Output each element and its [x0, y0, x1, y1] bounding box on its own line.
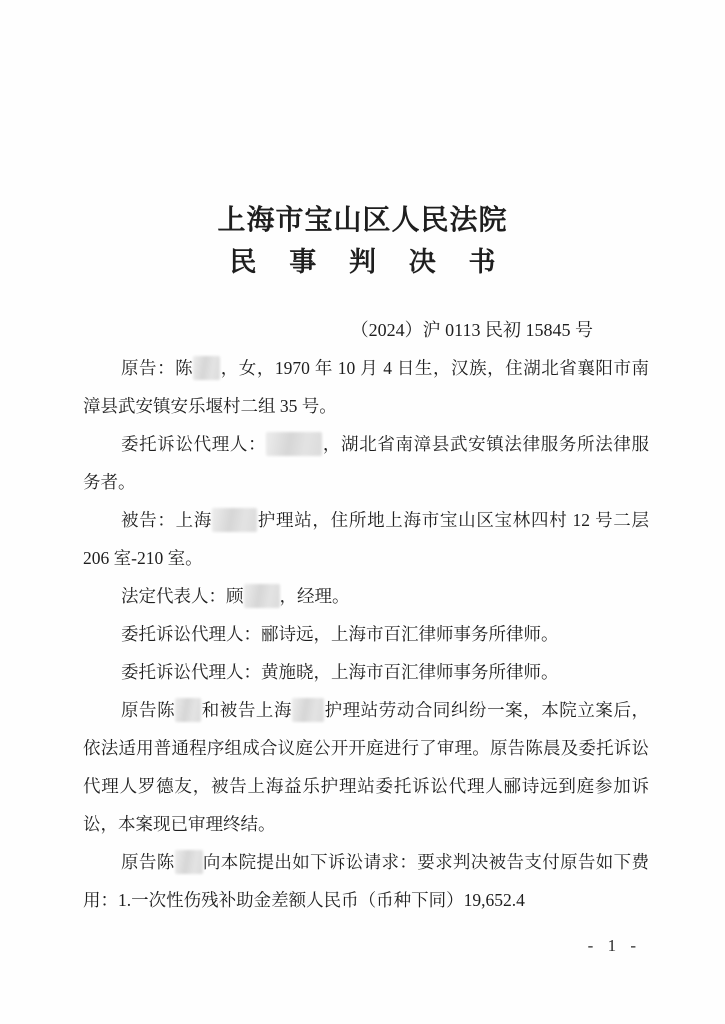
document-type-title: 民 事 判 决 书	[229, 247, 509, 277]
paragraph	[83, 349, 649, 425]
paragraph	[83, 843, 649, 919]
paragraph	[83, 425, 649, 501]
text-run: 和被告上海	[201, 700, 293, 720]
redaction-box	[193, 356, 220, 380]
redaction-box	[175, 698, 201, 722]
text-run: 被告：上海	[121, 510, 213, 530]
text-run: 法定代表人：顾	[121, 586, 244, 606]
court-name-title: 上海市宝山区人民法院	[217, 205, 508, 236]
redaction-box	[292, 698, 324, 722]
paragraph	[83, 577, 649, 615]
text-run: 原告陈	[121, 852, 175, 872]
redaction-box	[244, 584, 280, 608]
text-run: 原告：陈	[121, 358, 194, 378]
text-run: 委托诉讼代理人：郦诗远，上海市百汇律师事务所律师。	[121, 624, 559, 644]
text-run: 原告陈	[121, 700, 176, 720]
text-run: ，经理。	[279, 586, 350, 606]
paragraph	[83, 501, 649, 577]
text-run: 向本院提出如下诉讼请求：要求判决被告支付原告如下费用：1.一次性伤残补助金差额人民币（币种下同）19,652.4	[83, 852, 650, 910]
text-run: 委托诉讼代理人：黄施晓，上海市百汇律师事务所律师。	[121, 662, 559, 682]
text-run: ，女，1970 年 10 月 4 日生，汉族，住湖北省襄阳市南漳县武安镇安乐堰村二组 35 号。	[83, 358, 650, 416]
text-run: 护理站，住所地上海市宝山区宝林四村 12 号二层 206 室-210 室。	[83, 510, 650, 568]
redaction-box	[212, 508, 257, 532]
redaction-box	[175, 850, 203, 874]
case-number: （2024）沪 0113 民初 15845 号	[350, 320, 593, 340]
judgment-body	[83, 349, 649, 919]
paragraph	[83, 691, 649, 843]
text-run: 护理站劳动合同纠纷一案，本院立案后，依法适用普通程序组成合议庭公开开庭进行了审理。原告陈晨及委托诉讼代理人罗德友，被告上海益乐护理站委托诉讼代理人郦诗远到庭参加诉讼，本案现已审理终结。	[83, 700, 650, 834]
page-number: - 1 -	[587, 936, 641, 955]
text-run: ，湖北省南漳县武安镇法律服务所法律服务者。	[83, 434, 650, 492]
redaction-box	[266, 432, 322, 456]
paragraph	[83, 615, 649, 653]
paragraph	[83, 653, 649, 691]
text-run: 委托诉讼代理人：	[121, 434, 267, 454]
